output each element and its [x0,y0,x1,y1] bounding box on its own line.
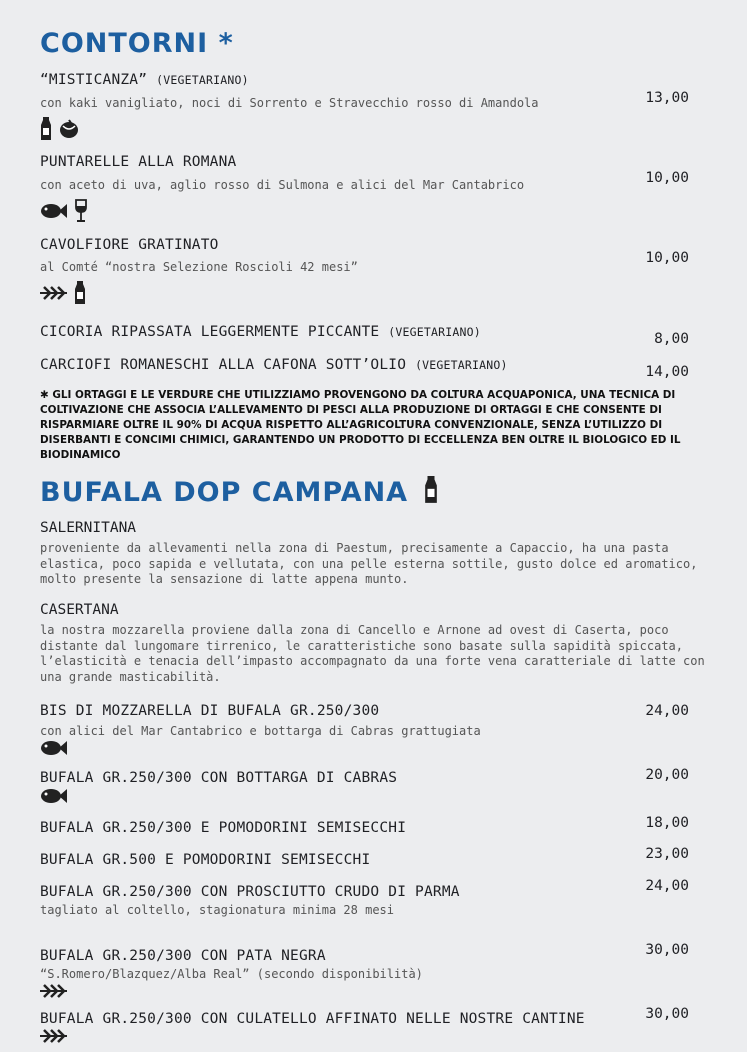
item-icons [40,1023,68,1049]
nut-icon [58,118,80,140]
fish-icon [40,202,68,220]
item-price: 14,00 [645,364,689,380]
item-price: 23,00 [645,846,689,862]
item-price: 30,00 [645,1006,689,1022]
item-desc: con aceto di uva, aglio rosso di Sulmona e alici del Mar Cantabrico [40,178,525,192]
salernitana-text: proveniente da allevamenti nella zona di Paestum, precisamente a Capaccio, ha una pasta elastica, poco sapida e vellutata, con una pelle esterna sottile, gusto dolce ed aromatico, molto presente la sensazione di latte appena munto. [40,541,698,586]
bufala-title: BUFALA DOP CAMPANA [40,476,438,511]
item-icons [40,280,86,306]
wine-glass-icon [74,199,88,223]
item-name: “MISTICANZA” (VEGETARIANO) [40,72,249,88]
milk-bottle-icon [40,117,52,141]
fish-icon [40,787,68,805]
item-desc: al Comté “nostra Selezione Roscioli 42 mesi” [40,260,358,274]
item-icons [40,783,68,809]
milk-bottle-icon [74,281,86,305]
item-desc: con kaki vanigliato, noci di Sorrento e Stravecchio rosso di Amandola [40,96,539,110]
fish-icon [40,739,68,757]
item-desc: con alici del Mar Cantabrico e bottarga di Cabras grattugiata [40,724,481,738]
item-price: 18,00 [645,815,689,831]
item-desc: tagliato al coltello, stagionatura minima 28 mesi [40,903,395,917]
item-price: 30,00 [645,942,689,958]
item-name: BUFALA GR.250/300 CON PATA NEGRA [40,948,326,964]
item-name: CARCIOFI ROMANESCHI ALLA CAFONA SOTT’OLIO (VEGETARIANO) [40,357,508,373]
salernitana-title: SALERNITANA [40,520,137,536]
item-price: 24,00 [645,878,689,894]
item-price: 8,00 [654,331,689,347]
item-name: CICORIA RIPASSATA LEGGERMENTE PICCANTE (VEGETARIANO) [40,324,481,340]
casertana-title: CASERTANA [40,602,119,618]
item-icons [40,978,68,1004]
item-tag: (VEGETARIANO) [415,358,508,372]
wheat-icon [40,984,68,998]
item-price: 10,00 [645,170,689,186]
item-icons [40,735,68,761]
item-name: BUFALA GR.250/300 CON PROSCIUTTO CRUDO DI PARMA [40,884,460,900]
casertana-text: la nostra mozzarella proviene dalla zona di Cancello e Arnone ad ovest di Caserta, poco distante dal lungomare tirrenico, le caratteristiche sono basate sulla sapidità spiccata, l’elasticità e tenacia dell’impasto accompagnato da una forte vena caratteriale di latte con una grande masticabilità. [40,623,705,684]
wheat-icon [40,1029,68,1043]
item-name: BUFALA GR.250/300 CON CULATELLO AFFINATO NELLE NOSTRE CANTINE [40,1011,585,1027]
milk-bottle-icon [424,476,438,511]
item-price: 24,00 [645,703,689,719]
item-price: 10,00 [645,250,689,266]
item-desc: “S.Romero/Blazquez/Alba Real” (secondo disponibilità) [40,967,423,981]
wheat-icon [40,286,68,300]
item-name: BUFALA GR.500 E POMODORINI SEMISECCHI [40,852,371,868]
item-tag: (VEGETARIANO) [388,325,481,339]
item-price: 13,00 [645,90,689,106]
acquaponica-note: ✱ GLI ORTAGGI E LE VERDURE CHE UTILIZZIAMO PROVENGONO DA COLTURA ACQUAPONICA, UNA TECNICA DI COLTIVAZIONE CHE ASSOCIA L’ALLEVAMENTO DI PESCI ALLA PRODUZIONE DI ORTAGGI E CHE CONSENTE DI RISPARMIARE OLTRE IL 90% DI ACQUA RISPETTO ALL’AGRICOLTURA CONVENZIONALE, SENZA L’UTILIZZO DI DISERBANTI E CONCIMI CHIMICI, GARANTENDO UN PRODOTTO DI ECCELLENZA BEN OLTRE IL BIOLOGICO ED IL BIODINAMICO [40,389,681,461]
item-name: BUFALA GR.250/300 CON BOTTARGA DI CABRAS [40,770,398,786]
item-name: BUFALA GR.250/300 E POMODORINI SEMISECCHI [40,820,407,836]
contorni-title: CONTORNI * [40,28,234,59]
item-tag: (VEGETARIANO) [156,73,249,87]
item-name: CAVOLFIORE GRATINATO [40,237,219,253]
item-name: PUNTARELLE ALLA ROMANA [40,154,237,170]
item-name: BIS DI MOZZARELLA DI BUFALA GR.250/300 [40,703,380,719]
item-icons [40,116,80,142]
item-price: 20,00 [645,767,689,783]
item-icons [40,198,88,224]
